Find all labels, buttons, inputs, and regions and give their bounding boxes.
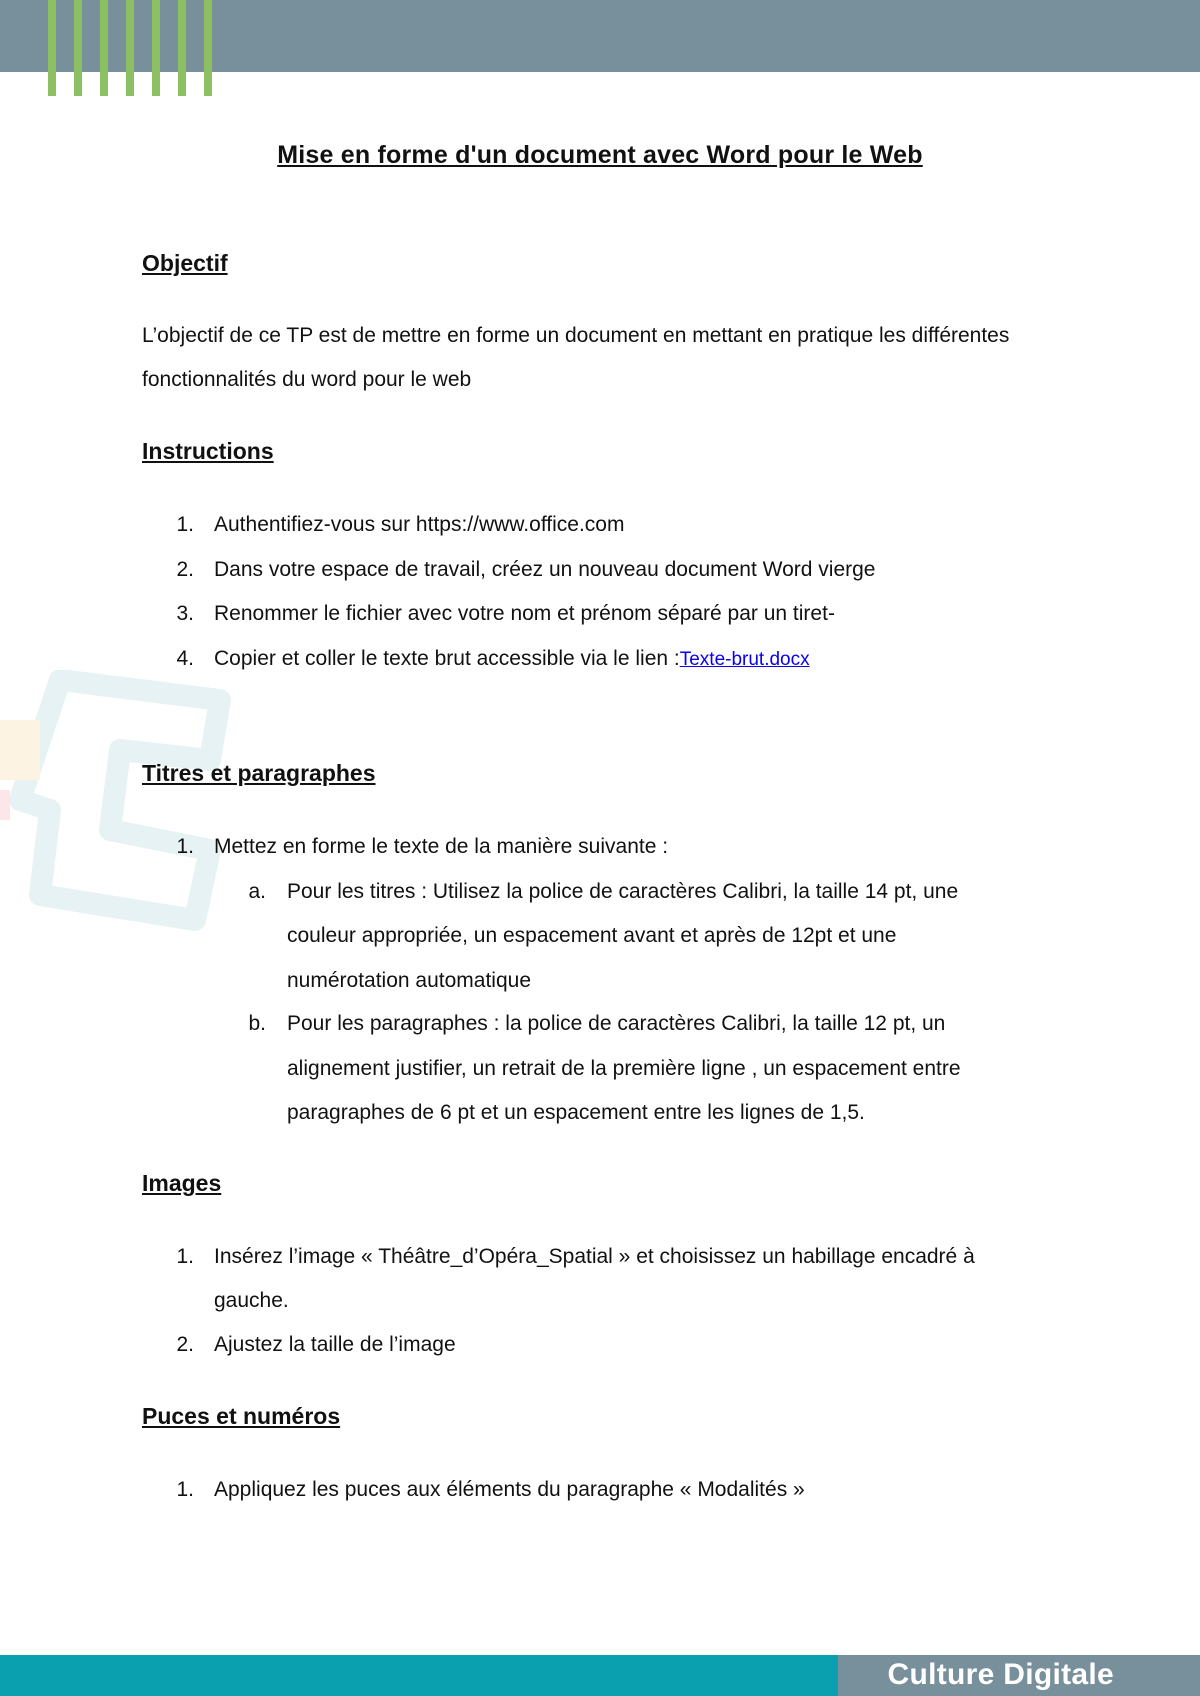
images-item-line: gauche. [214, 1289, 289, 1312]
list-number: 3. [176, 602, 194, 625]
list-number: 1. [176, 1245, 194, 1268]
list-number: 1. [176, 835, 194, 858]
heading-titres-paragraphes: Titres et paragraphes [142, 760, 376, 786]
list-letter: b. [248, 1012, 266, 1035]
list-number: 2. [176, 1333, 194, 1356]
instruction-item-text: Copier et coller le texte brut accessible via le lien : [214, 647, 680, 670]
titres-subitem-b-line: alignement justifier, un retrait de la première ligne , un espacement entre [287, 1057, 961, 1080]
footer-band [0, 1655, 838, 1696]
list-letter: a. [248, 880, 266, 903]
titres-subitem-b-line: paragraphes de 6 pt et un espacement entre les lignes de 1,5. [287, 1101, 865, 1124]
header-stripes-decoration [48, 0, 228, 96]
list-number: 1. [176, 1478, 194, 1501]
instruction-item: Renommer le fichier avec votre nom et prénom séparé par un tiret- [214, 602, 835, 625]
list-number: 4. [176, 647, 194, 670]
instruction-item [214, 645, 810, 674]
objectif-paragraph-line-1: L’objectif de ce TP est de mettre en forme un document en mettant en pratique les différentes [142, 324, 1010, 347]
images-item-line: Insérez l’image « Théâtre_d’Opéra_Spatial » et choisissez un habillage encadré à [214, 1245, 975, 1268]
heading-objectif: Objectif [142, 250, 228, 276]
heading-instructions: Instructions [142, 438, 274, 464]
images-item: Ajustez la taille de l’image [214, 1333, 456, 1356]
document-title: Mise en forme d'un document avec Word pour le Web [277, 141, 923, 169]
instruction-item: Authentifiez-vous sur https://www.office.com [214, 513, 625, 536]
list-number: 1. [176, 513, 194, 536]
heading-images: Images [142, 1170, 222, 1196]
titres-item: Mettez en forme le texte de la manière suivante : [214, 835, 669, 858]
titres-subitem-a-line: Pour les titres : Utilisez la police de caractères Calibri, la taille 14 pt, une [287, 880, 959, 903]
heading-puces-numeros: Puces et numéros [142, 1403, 341, 1429]
objectif-paragraph-line-2: fonctionnalités du word pour le web [142, 368, 472, 391]
footer-brand-logo: Culture Digitale [887, 1658, 1114, 1691]
list-number: 2. [176, 558, 194, 581]
texte-brut-link[interactable]: Texte-brut.docx [679, 649, 810, 670]
titres-subitem-b-line: Pour les paragraphes : la police de caractères Calibri, la taille 12 pt, un [287, 1012, 946, 1035]
titres-subitem-a-line: numérotation automatique [287, 969, 531, 992]
instruction-item: Dans votre espace de travail, créez un nouveau document Word vierge [214, 558, 876, 581]
puces-item: Appliquez les puces aux éléments du paragraphe « Modalités » [214, 1478, 805, 1501]
watermark-graphic [0, 670, 240, 940]
titres-subitem-a-line: couleur appropriée, un espacement avant et après de 12pt et une [287, 924, 897, 947]
